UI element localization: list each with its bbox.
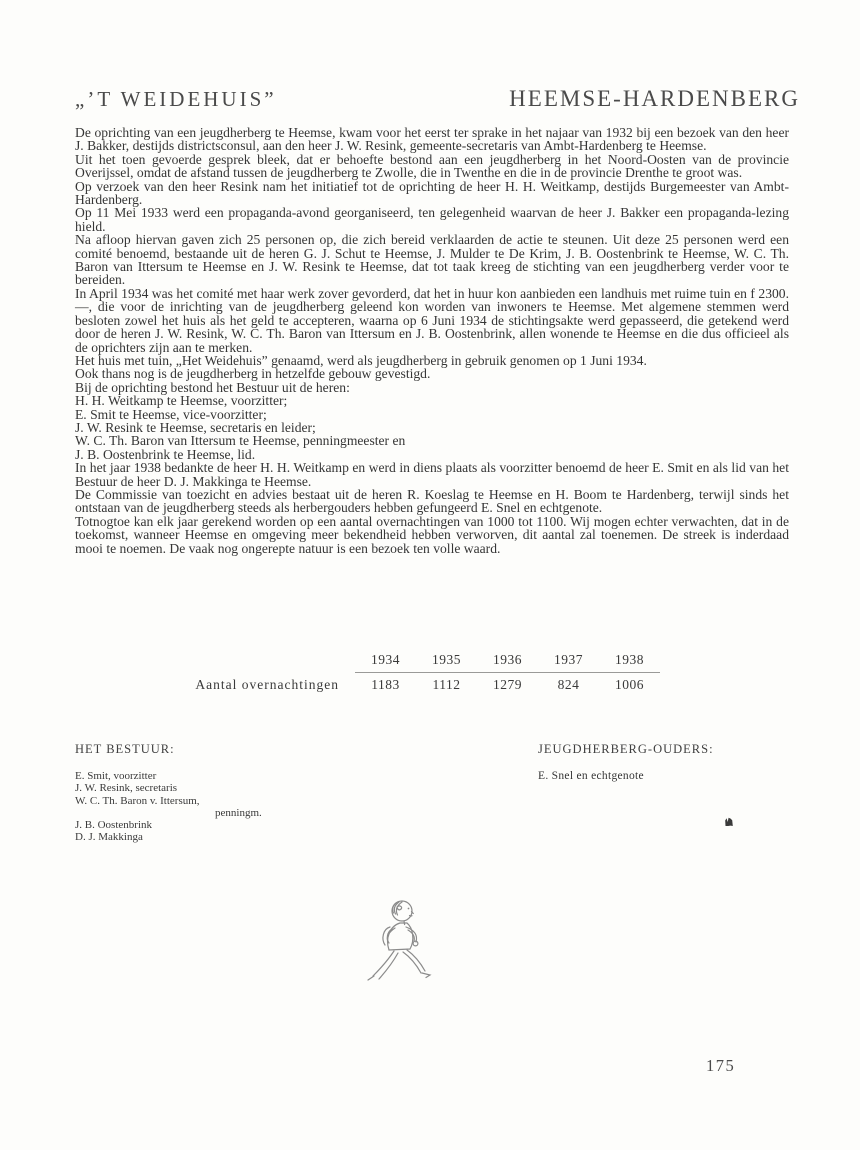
table-value-cell: 1279	[493, 677, 522, 692]
table-row-label: Aantal overnachtingen	[195, 677, 339, 692]
table-year-header: 1934	[371, 652, 400, 667]
hostel-parents-name: E. Snel en echtgenote	[538, 770, 644, 782]
board-member: D. J. Makkinga	[75, 831, 143, 844]
paragraph: De oprichting van een jeugdherberg te Heemse, kwam voor het eerst ter sprake in het najaar van 1932 bij een bezoek van den heer J. Bakker, destijds districtsconsul, aan den heer J. W. Resink, gemeente-secretaris van Ambt-Hardenberg te Heemse.	[75, 125, 789, 154]
table-year-header: 1935	[432, 652, 461, 667]
board-member-continuation: penningm.	[215, 806, 262, 819]
table-year-header: 1938	[615, 652, 644, 667]
paragraph: Het huis met tuin, „Het Weidehuis” genaamd, werd als jeugdherberg in gebruik genomen op 1 Juni 1934.	[75, 352, 647, 368]
board-member: W. C. Th. Baron v. Ittersum,	[75, 794, 200, 807]
paragraph: In April 1934 was het comité met haar werk zover gevorderd, dat het in huur kon aanbieden een landhuis met ruime tuin en f 2300.—, die voor de inrichting van de jeugdherberg geleend kon worden van inwoners te Heemse. Met algemene stemmen werd besloten zowel het huis als het geld te accepteren, waarna op 6 Juni 1934 de stichtingsakte werd gepasseerd, die getekend werd door de heren J. W. Resink, W. C. Th. Baron van Ittersum en J. B. Oostenbrink, allen wonende te Heemse en die dus officieel als de oprichters zijn aan te merken.	[75, 285, 789, 355]
table-empty-cell	[75, 650, 355, 671]
page-header	[75, 86, 800, 112]
footer-board-column	[75, 742, 262, 844]
overnight-stays-table	[75, 650, 789, 696]
running-hiker-sketch	[350, 894, 442, 990]
board-member-line: W. C. Th. Baron van Ittersum te Heemse, penningmeester en	[75, 433, 406, 449]
paragraph: Na afloop hiervan gaven zich 25 personen op, die zich bereid verklaarden de actie te steunen. Uit deze 25 personen werd een comité benoemd, bestaande uit de heren G. J. Schut te Heemse, J. Mulder te De Krim, J. B. Oostenbrink te Heemse, W. C. Th. Baron van Ittersum te Heemse en J. W. Resink te Heemse, dat tot taak kreeg de stichting van een jeugdherberg verder voor te bereiden.	[75, 232, 789, 288]
page-number: 175	[706, 1056, 736, 1075]
paragraph: Op verzoek van den heer Resink nam het initiatief tot de oprichting de heer H. H. Weitkamp, destijds Burgemeester van Ambt-Hardenberg.	[75, 178, 789, 208]
board-member-line: E. Smit te Heemse, vice-voorzitter;	[75, 406, 267, 422]
table-year-header: 1937	[554, 652, 583, 667]
board-member-line: J. W. Resink te Heemse, secretaris en leider;	[75, 419, 316, 435]
table-value-cell: 1112	[432, 677, 461, 692]
paragraph: Totnogtoe kan elk jaar gerekend worden op een aantal overnachtingen van 1000 tot 1100. Wij mogen echter verwachten, dat in de toekomst, wanneer Heemse en omgeving meer bekendheid hebben verworven, dit aantal zal toenemen. De streek is inderdaad mooi te noemen. De vaak nog ongerepte natuur is een bezoek ten volle waard.	[75, 513, 789, 556]
body-text	[75, 126, 789, 555]
board-member: J. W. Resink, secretaris	[75, 782, 178, 795]
table-value-cell: 1006	[615, 677, 644, 692]
page-title-right: HEEMSE-HARDENBERG	[509, 86, 800, 111]
hostel-parents-heading: JEUGDHERBERG-OUDERS:	[538, 742, 714, 756]
board-member-line: H. H. Weitkamp te Heemse, voorzitter;	[75, 393, 288, 409]
paragraph: In het jaar 1938 bedankte de heer H. H. Weitkamp en werd in diens plaats als voorzitter benoemd de heer E. Smit en als lid van het Bestuur de heer D. J. Makkinga te Heemse.	[75, 460, 789, 489]
paragraph: Uit het toen gevoerde gesprek bleek, dat er behoefte bestond aan een jeugdherberg in het Noord-Oosten van de provincie Overijssel, omdat de afstand tussen de jeugdherberg te Zwolle, die in Twenthe en die in de provincie Drenthe te groot was.	[75, 151, 789, 181]
table-value-cell: 824	[557, 677, 580, 692]
table-value-cell: 1183	[371, 677, 400, 692]
board-member: E. Smit, voorzitter	[75, 770, 157, 782]
paragraph: Bij de oprichting bestond het Bestuur uit de heren:	[75, 379, 350, 395]
board-member: J. B. Oostenbrink	[75, 819, 152, 832]
footer-hostel-parents-column	[538, 742, 714, 782]
page-title-left: „’T WEIDEHUIS”	[75, 87, 277, 111]
table-year-header: 1936	[493, 652, 522, 667]
paragraph: Ook thans nog is de jeugdherberg in hetzelfde gebouw gevestigd.	[75, 366, 431, 382]
board-member-line: J. B. Oostenbrink te Heemse, lid.	[75, 446, 256, 462]
paragraph: De Commissie van toezicht en advies bestaat uit de heren R. Koeslag te Heemse en H. Boom te Hardenberg, terwijl sinds het ontstaan van de jeugdherberg steeds als herbergouders hebben gefungeerd E. Snel en echtgenote.	[75, 486, 789, 516]
ink-mark-ornament	[724, 816, 735, 827]
board-heading: HET BESTUUR:	[75, 742, 175, 756]
table-divider-rule	[355, 672, 660, 673]
board-member-list	[75, 770, 262, 844]
paragraph: Op 11 Mei 1933 werd een propaganda-avond georganiseerd, ten gelegenheid waarvan de heer J. Bakker een propaganda-lezing hield.	[75, 205, 789, 234]
